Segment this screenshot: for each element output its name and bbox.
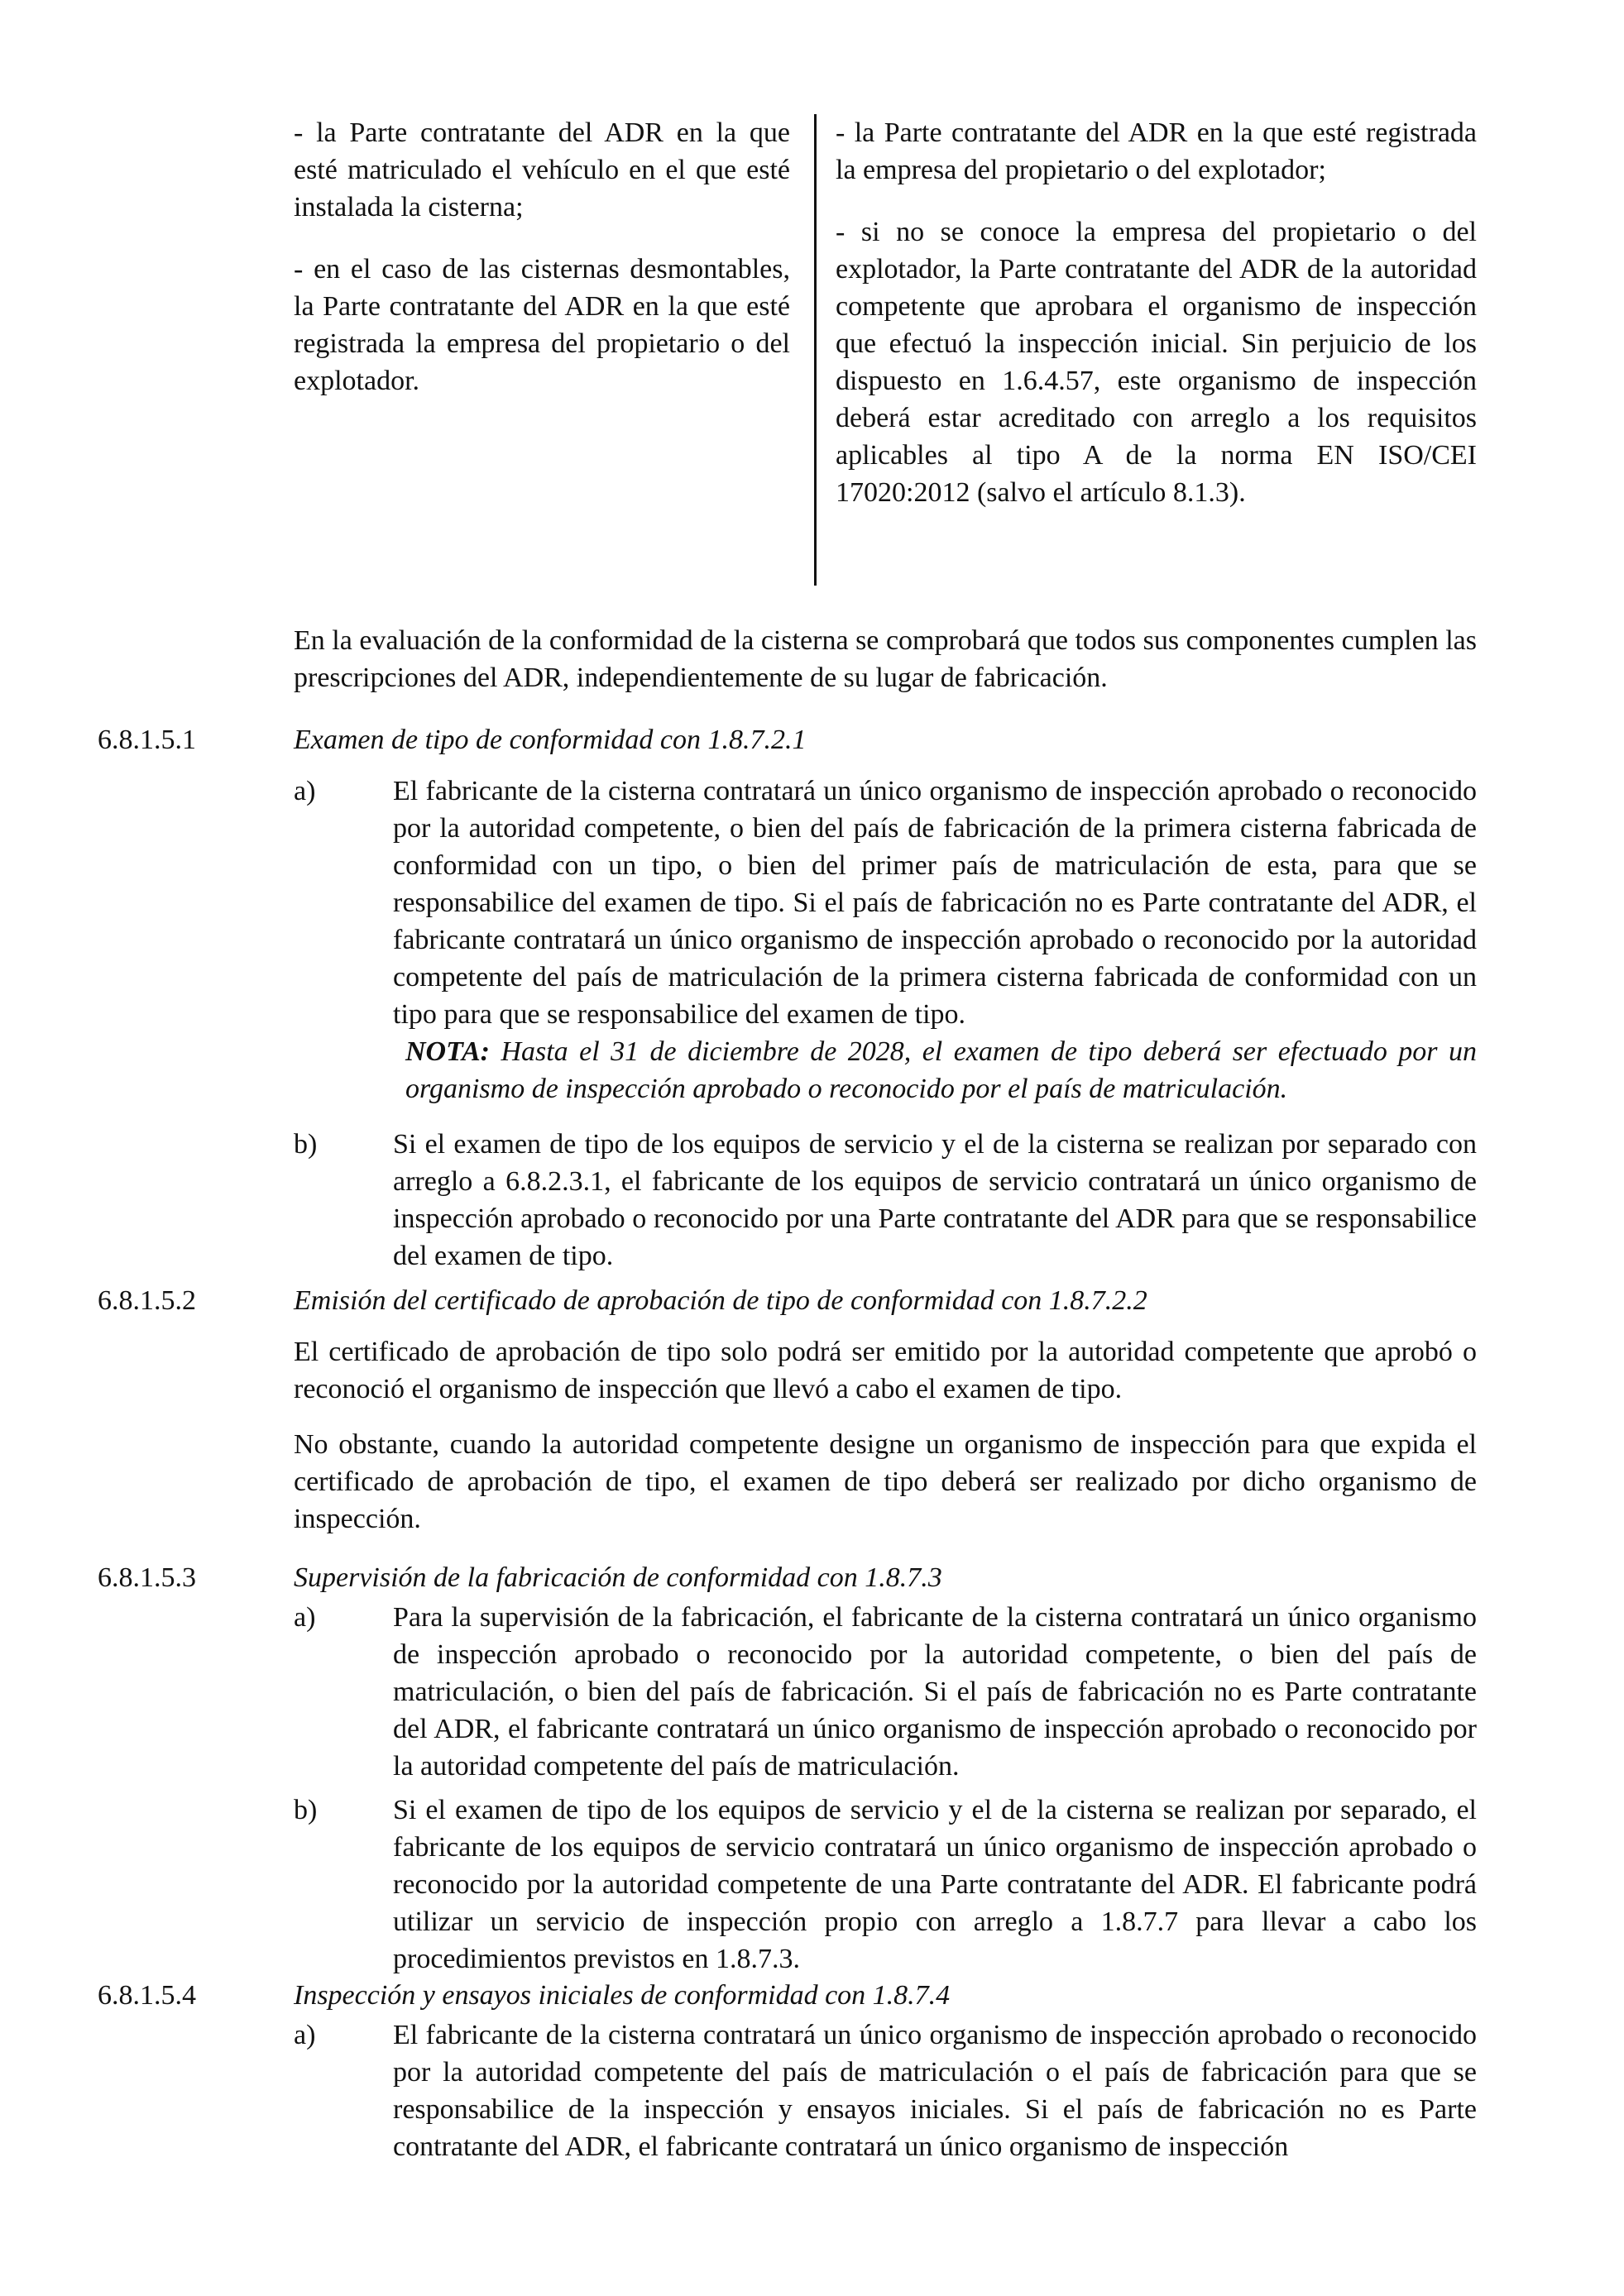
table-left-cell-2: - en el caso de las cisternas desmontables, la Parte contratante del ADR en la que esté registrada la empresa del propietario o del explotador. — [294, 254, 790, 396]
table-right-column — [836, 114, 1477, 536]
section-number: 6.8.1.5.3 — [98, 1562, 196, 1593]
section-title: Supervisión de la fabricación de conformidad con 1.8.7.3 — [294, 1562, 942, 1593]
item-text: Si el examen de tipo de los equipos de servicio y el de la cisterna se realizan por separado con arreglo a 6.8.2.3.1, el fabricante de los equipos de servicio contratará un único organismo de inspección aprobado o reconocido por una Parte contratante del ADR para que se responsabilice del examen de tipo. — [393, 1129, 1477, 1271]
table-left-cell-1: - la Parte contratante del ADR en la que esté matriculado el vehículo en el que esté instalada la cisterna; — [294, 117, 790, 222]
note-text: Hasta el 31 de diciembre de 2028, el examen de tipo deberá ser efectuado por un organismo de inspección aprobado o reconocido por el país de matriculación. — [405, 1036, 1477, 1104]
paragraph: El certificado de aprobación de tipo solo podrá ser emitido por la autoridad competente que aprobó o reconoció el organismo de inspección que llevó a cabo el examen de tipo. — [294, 1337, 1477, 1404]
item-text: Si el examen de tipo de los equipos de servicio y el de la cisterna se realizan por separado, el fabricante de los equipos de servicio contratará un único organismo de inspección aprobado o reconocido por la autoridad competente de una Parte contratante del ADR. El fabricante podrá utilizar un servicio de inspección propio con arreglo a 1.8.7.7 para llevar a cabo los procedimientos previstos en 1.8.7.3. — [393, 1795, 1477, 1974]
section-title: Examen de tipo de conformidad con 1.8.7.2.1 — [294, 725, 807, 755]
section-number: 6.8.1.5.4 — [98, 1980, 196, 2011]
item-text: Para la supervisión de la fabricación, el fabricante de la cisterna contratará un único organismo de inspección aprobado o reconocido por la autoridad competente, o bien del país de matriculación, o bien del país de fabricación. Si el país de fabricación no es Parte contratante del ADR, el fabricante contratará un único organismo de inspección aprobado o reconocido por la autoridad competente del país de matriculación. — [393, 1602, 1477, 1782]
section-title: Emisión del certificado de aprobación de tipo de conformidad con 1.8.7.2.2 — [294, 1285, 1147, 1316]
item-label: b) — [294, 1795, 318, 1825]
section-title: Inspección y ensayos iniciales de conformidad con 1.8.7.4 — [294, 1980, 951, 2011]
item-text: El fabricante de la cisterna contratará un único organismo de inspección aprobado o reconocido por la autoridad competente del país de matriculación o el país de fabricación para que se responsabilice de la inspección y ensayos iniciales. Si el país de fabricación no es Parte contratante del ADR, el fabricante contratará un único organismo de inspección — [393, 2020, 1477, 2162]
item-text: El fabricante de la cisterna contratará un único organismo de inspección aprobado o reconocido por la autoridad competente, o bien del país de fabricación de la primera cisterna fabricada de conformidad con un tipo, o bien del primer país de matriculación de esta, para que se responsabilice del examen de tipo. Si el país de fabricación no es Parte contratante del ADR, el fabricante contratará un único organismo de inspección aprobado o reconocido por la autoridad competente del país de matriculación de la primera cisterna fabricada de conformidad con un tipo para que se responsabilice del examen de tipo. — [393, 776, 1477, 1030]
section-body — [294, 773, 1477, 1275]
intro-paragraph: En la evaluación de la conformidad de la cisterna se comprobará que todos sus componentes cumplen las prescripciones del ADR, independientemente de su lugar de fabricación. — [294, 625, 1477, 693]
column-divider — [814, 114, 817, 586]
item-label: a) — [294, 2020, 316, 2050]
item-label: b) — [294, 1129, 318, 1160]
note-label: NOTA: — [405, 1036, 490, 1067]
list-item-a — [294, 773, 1477, 1107]
table-right-cell-2: - si no se conoce la empresa del propietario o del explotador, la Parte contratante del ADR de la autoridad competente que aprobara el organismo de inspección que efectuó la inspección inicial. Sin perjuicio de los dispuesto en 1.6.4.57, este organismo de inspección deberá estar acreditado con arreglo a los requisitos aplicables al tipo A de la norma EN ISO/CEI 17020:2012 (salvo el artículo 8.1.3). — [836, 217, 1477, 508]
list-item-a — [294, 2016, 1477, 2165]
section-body — [294, 1599, 1477, 1978]
table-left-column — [294, 114, 790, 424]
section-number: 6.8.1.5.2 — [98, 1285, 196, 1316]
list-item-b — [294, 1126, 1477, 1275]
responsibility-table — [294, 114, 1477, 586]
paragraph: No obstante, cuando la autoridad competente designe un organismo de inspección para que expida el certificado de aprobación de tipo, el examen de tipo deberá ser realizado por dicho organismo de inspección. — [294, 1429, 1477, 1534]
note — [393, 1033, 1477, 1107]
item-label: a) — [294, 776, 316, 806]
list-item-a — [294, 1599, 1477, 1785]
section-number: 6.8.1.5.1 — [98, 725, 196, 755]
section-body — [294, 1333, 1477, 1538]
list-item-b — [294, 1791, 1477, 1978]
item-label: a) — [294, 1602, 316, 1633]
section-body — [294, 2016, 1477, 2165]
table-right-cell-1: - la Parte contratante del ADR en la que esté registrada la empresa del propietario o del explotador; — [836, 117, 1477, 185]
